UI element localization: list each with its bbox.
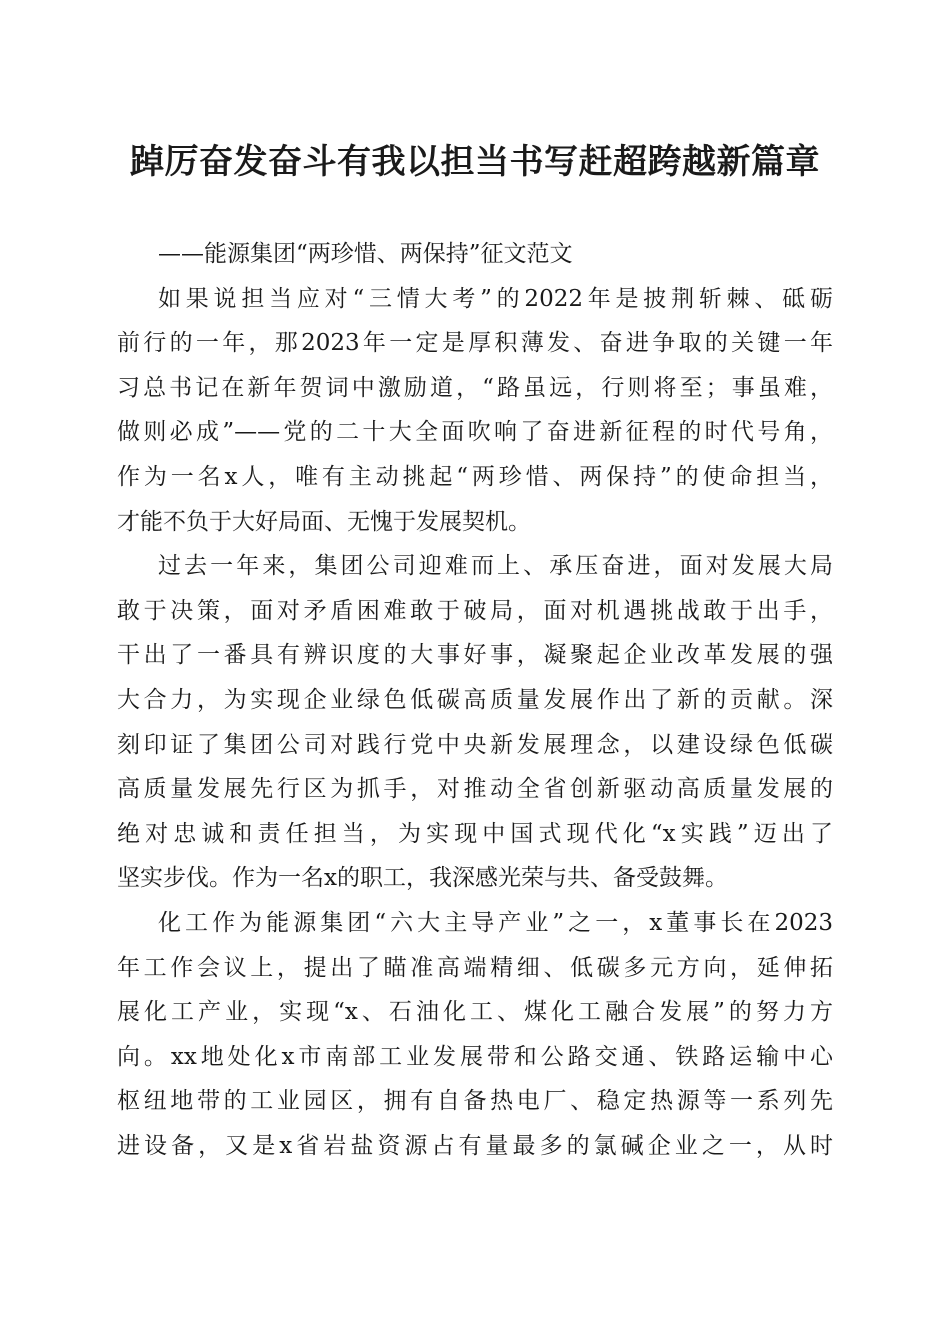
paragraph-line: 大合力，为实现企业绿色低碳高质量发展作出了新的贡献。深 [117, 686, 833, 713]
paragraph-line: 进设备，又是x省岩盐资源占有量最多的氯碱企业之一，从时 [117, 1132, 833, 1159]
paragraph-line: 前行的一年，那2023年一定是厚积薄发、奋进争取的关键一年 [117, 330, 833, 357]
paragraph-line: 向。xx地处化x市南部工业发展带和公路交通、铁路运输中心 [117, 1043, 833, 1070]
paragraph-line: 做则必成”——党的二十大全面吹响了奋进新征程的时代号角， [117, 419, 833, 446]
paragraph-line: 敢于决策，面对矛盾困难敢于破局，面对机遇挑战敢于出手， [117, 597, 833, 624]
paragraph-line: 作为一名x人，唯有主动挑起“两珍惜、两保持”的使命担当， [117, 463, 833, 490]
paragraph-line: 习总书记在新年贺词中激励道，“路虽远，行则将至；事虽难， [117, 374, 833, 401]
paragraph-line: 刻印证了集团公司对践行党中央新发展理念，以建设绿色低碳 [117, 731, 833, 758]
paragraph-line: 绝对忠诚和责任担当，为实现中国式现代化“x实践”迈出了 [117, 820, 833, 847]
paragraph-line: 高质量发展先行区为抓手，对推动全省创新驱动高质量发展的 [117, 776, 833, 803]
paragraph-line: 如果说担当应对“三情大考”的2022年是披荆斩棘、砥砺 [158, 285, 833, 312]
document-body [117, 232, 833, 1168]
paragraph-line: 干出了一番具有辨识度的大事好事，凝聚起企业改革发展的强 [117, 642, 833, 669]
paragraph-line: 才能不负于大好局面、无愧于发展契机。 [117, 508, 531, 535]
paragraph-line: 过去一年来，集团公司迎难而上、承压奋进，面对发展大局 [158, 553, 833, 580]
paragraph-line: 展化工产业，实现“x、石油化工、煤化工融合发展”的努力方 [117, 999, 833, 1026]
paragraph-line: 化工作为能源集团“六大主导产业”之一，x董事长在2023 [158, 909, 833, 936]
paragraph-line: 坚实步伐。作为一名x的职工，我深感光荣与共、备受鼓舞。 [117, 865, 728, 892]
subtitle: ——能源集团“两珍惜、两保持”征文范文 [158, 241, 573, 267]
paragraph-line: 枢纽地带的工业园区，拥有自备热电厂、稳定热源等一系列先 [117, 1088, 833, 1115]
page-title: 踔厉奋发奋斗有我以担当书写赶超跨越新篇章 [130, 142, 820, 182]
paragraph-line: 年工作会议上，提出了瞄准高端精细、低碳多元方向，延伸拓 [117, 954, 833, 981]
